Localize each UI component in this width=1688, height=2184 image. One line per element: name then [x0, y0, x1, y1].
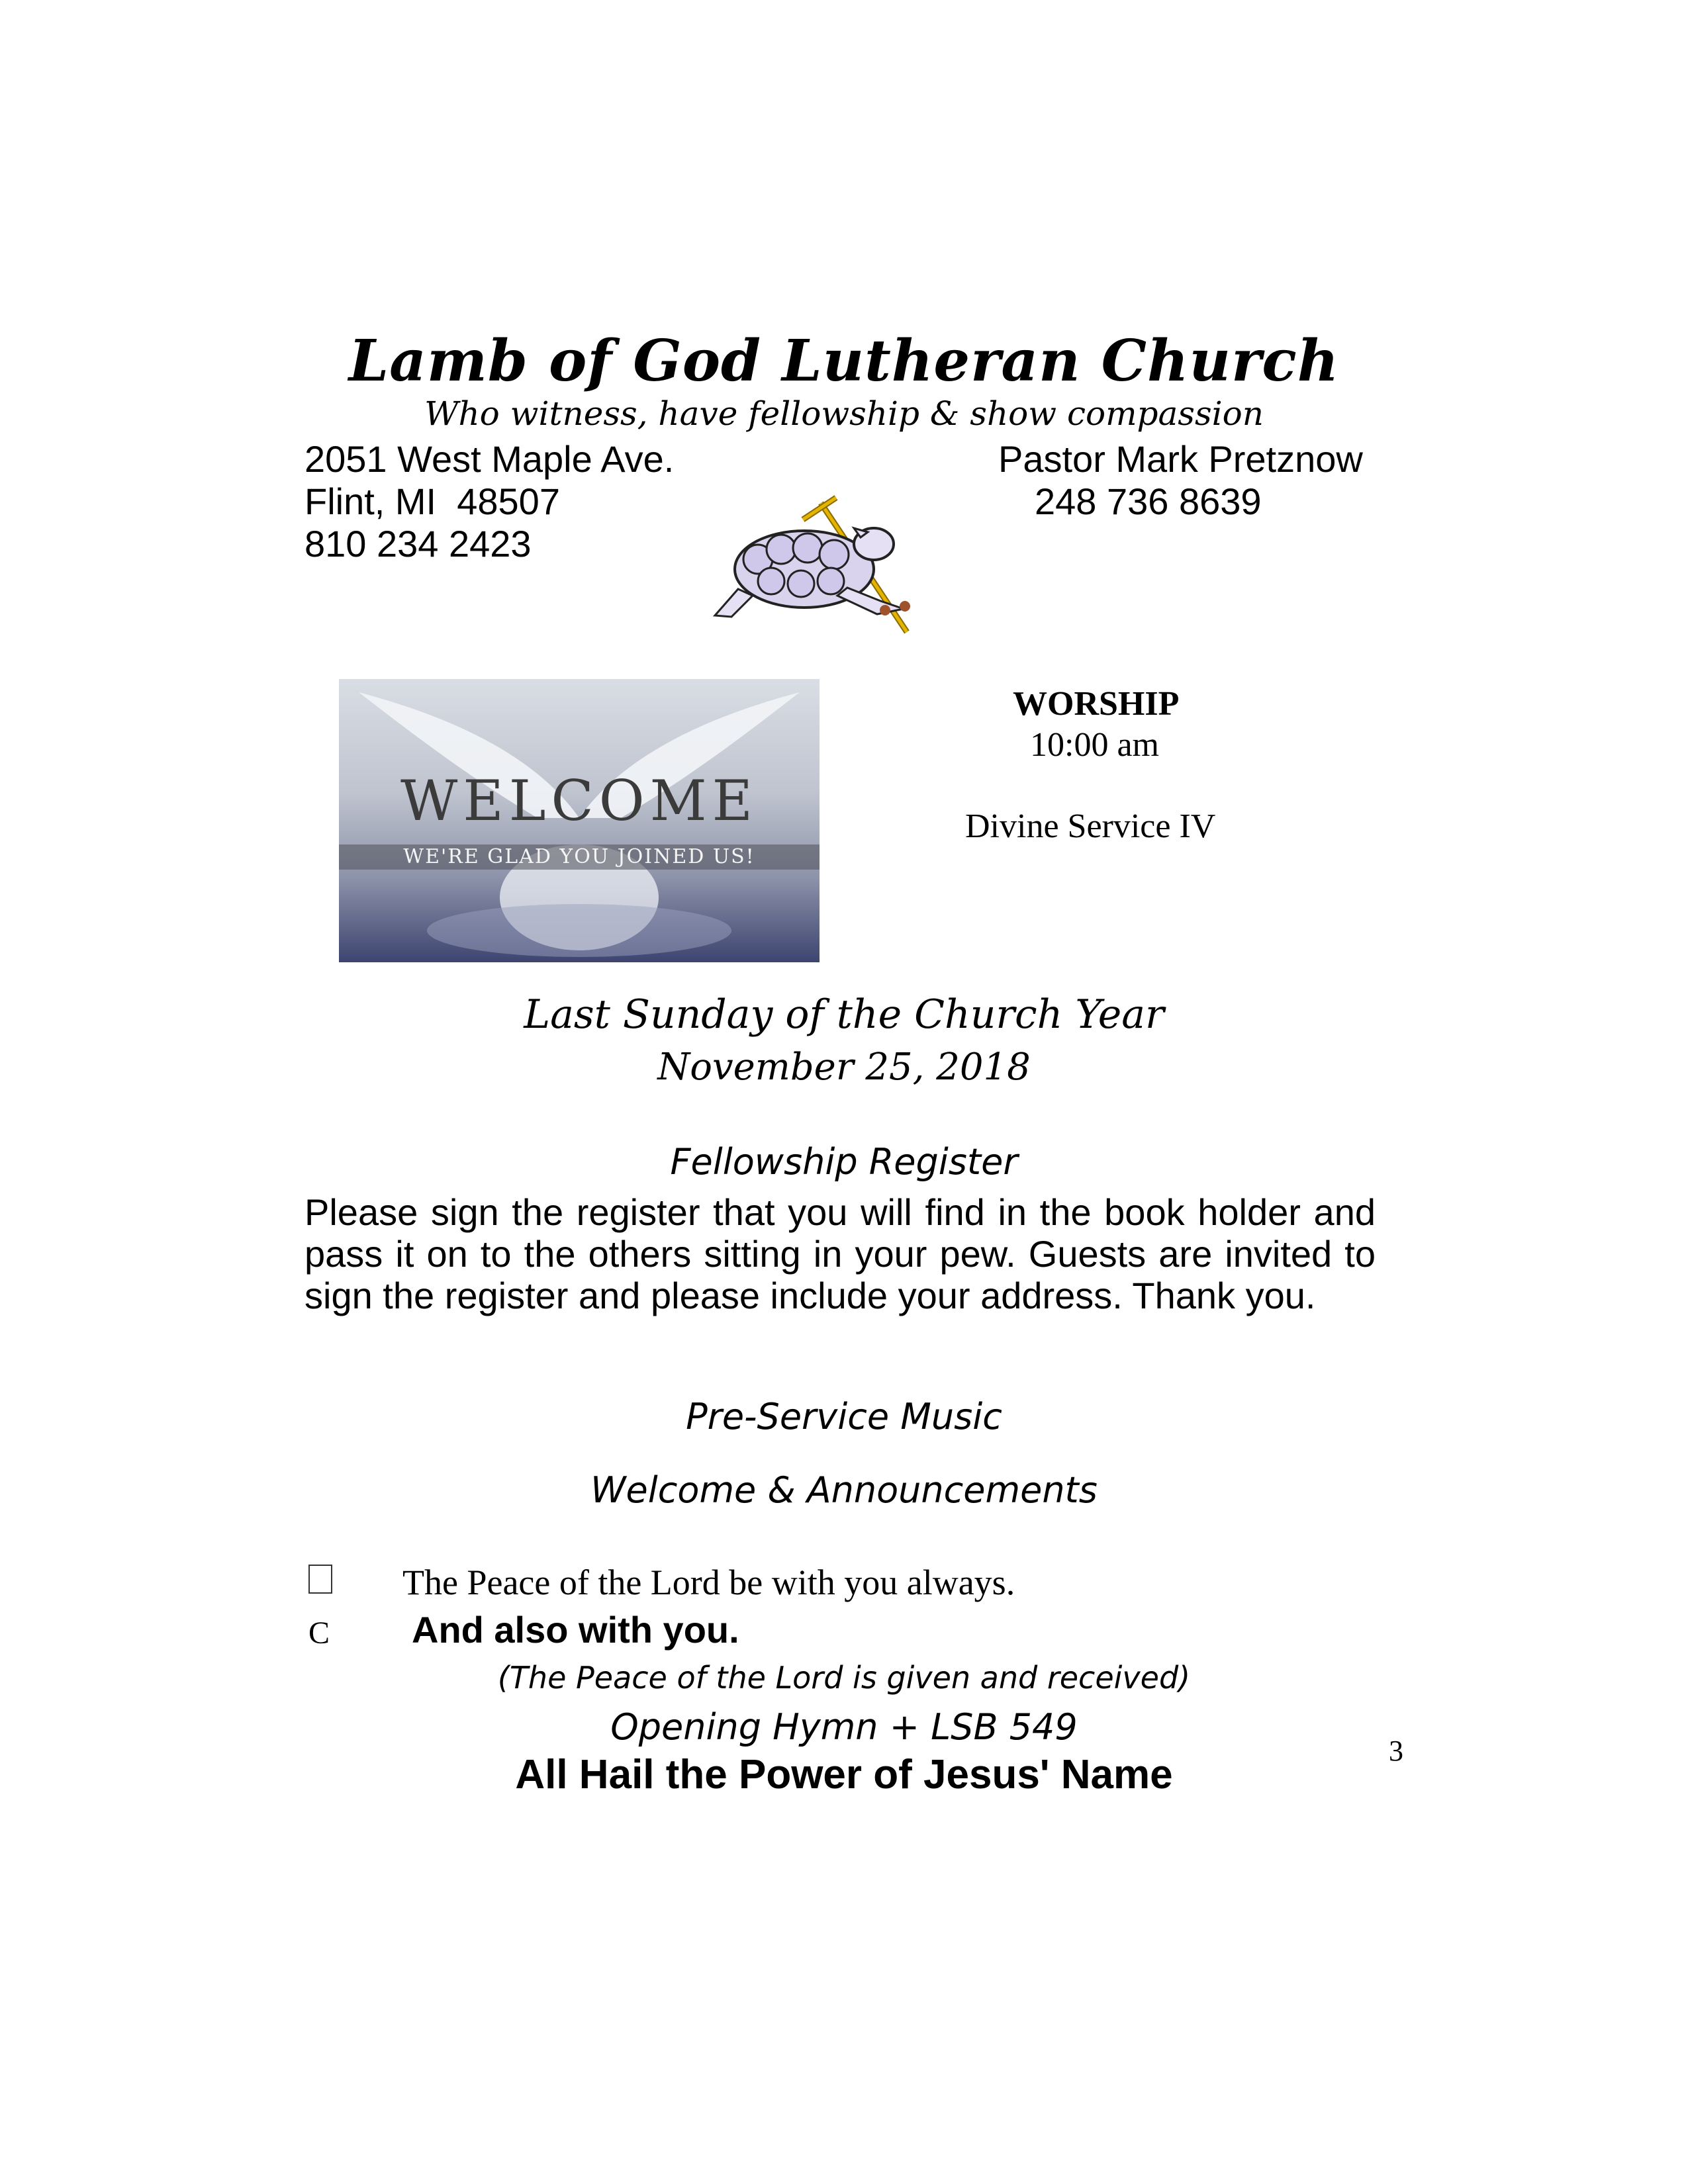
pastor-phone: 248 736 8639: [1035, 480, 1262, 522]
lamb-with-cross-icon: [712, 490, 937, 639]
pastor-name: Pastor Mark Pretznow: [998, 438, 1363, 480]
church-tagline: Who witness, have fellowship & show compassion: [424, 394, 1264, 433]
pastor-symbol-icon: [308, 1565, 332, 1594]
church-name: Lamb of God Lutheran Church: [348, 328, 1340, 394]
address-line-2: Flint, MI 48507: [305, 480, 560, 522]
welcome-word: WELCOME: [400, 768, 758, 833]
peace-note: (The Peace of the Lord is given and received): [497, 1660, 1191, 1696]
peace-line: The Peace of the Lord be with you always.: [402, 1563, 1015, 1602]
congregation-symbol-icon: C: [308, 1615, 330, 1651]
address-line-1: 2051 West Maple Ave.: [305, 438, 675, 480]
welcome-banner-image: [339, 679, 820, 962]
occasion-date: November 25, 2018: [657, 1046, 1031, 1089]
fellowship-heading: Fellowship Register: [670, 1141, 1018, 1183]
church-phone: 810 234 2423: [305, 523, 532, 565]
page-number: 3: [1389, 1735, 1403, 1767]
peace-response: And also with you.: [412, 1609, 739, 1651]
worship-time: 10:00 am: [1030, 726, 1159, 764]
hymn-heading: Opening Hymn + LSB 549: [610, 1706, 1078, 1748]
fellowship-text: Please sign the register that you will find in the book holder and pass it on to the others sitting in your pew. Guests are invited to sign the register and please include your address. Thank you.: [305, 1191, 1376, 1316]
hymn-title: All Hail the Power of Jesus' Name: [515, 1752, 1173, 1797]
welcome-subtitle: WE'RE GLAD YOU JOINED US!: [339, 844, 820, 870]
service-name: Divine Service IV: [965, 807, 1216, 845]
worship-title: WORSHIP: [1013, 685, 1180, 723]
preservice-heading: Pre-Service Music: [686, 1396, 1002, 1437]
welcome-announcements-heading: Welcome & Announcements: [590, 1469, 1098, 1511]
occasion-title: Last Sunday of the Church Year: [524, 991, 1164, 1038]
